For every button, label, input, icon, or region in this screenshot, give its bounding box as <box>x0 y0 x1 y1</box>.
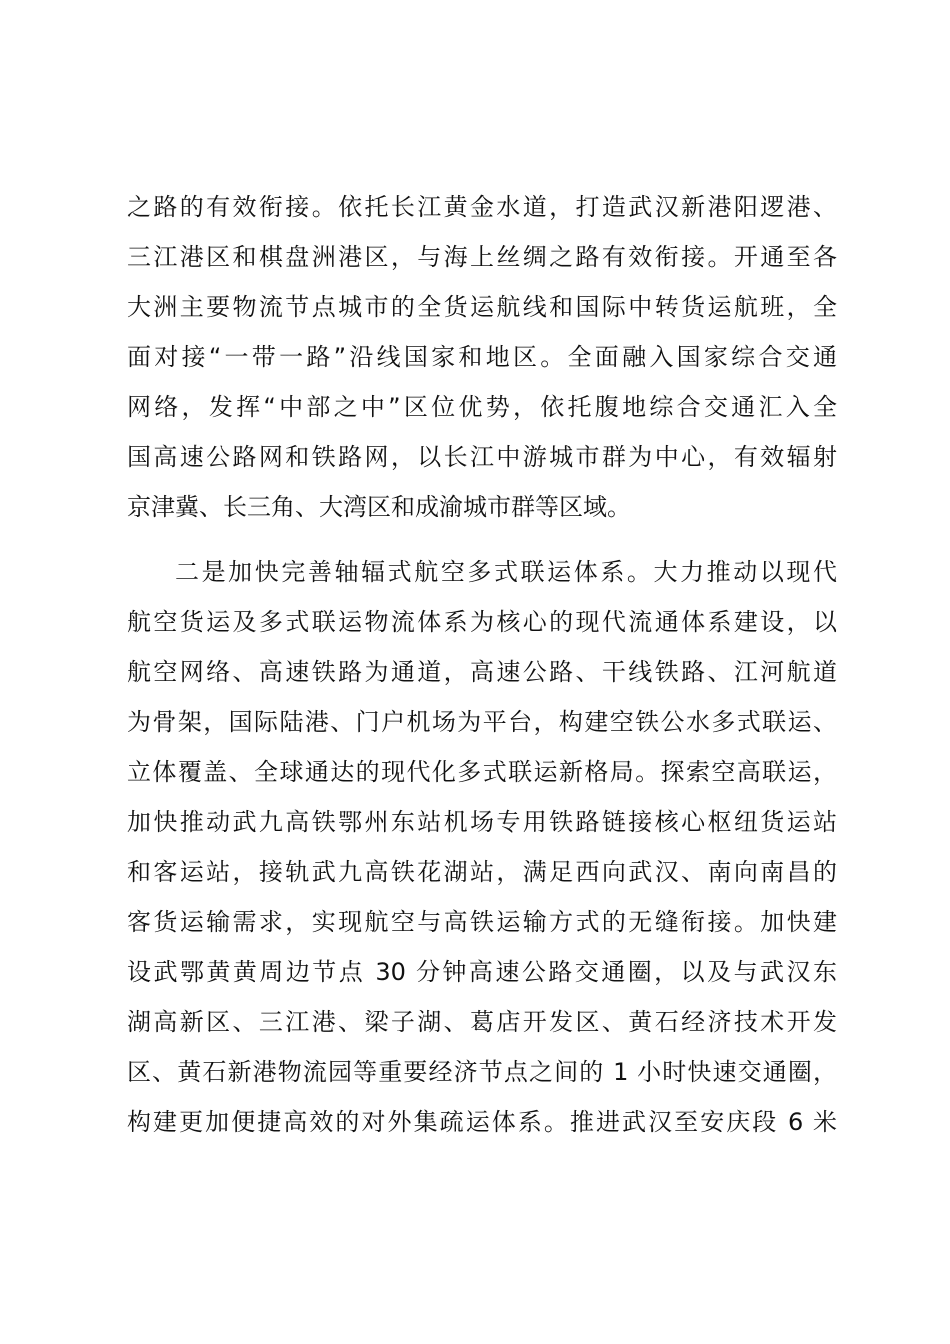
text-line: 航空网络、高速铁路为通道，高速公路、干线铁路、江河航道 <box>127 658 837 686</box>
text-line: 航空货运及多式联运物流体系为核心的现代流通体系建设，以 <box>127 608 837 636</box>
text-line: 网络，发挥“中部之中”区位优势，依托腹地综合交通汇入全 <box>127 393 837 421</box>
text-line: 二是加快完善轴辐式航空多式联运体系。大力推动以现代 <box>175 558 837 586</box>
text-line: 加快推动武九高铁鄂州东站机场专用铁路链接核心枢纽货运站 <box>127 808 837 836</box>
text-line: 湖高新区、三江港、梁子湖、葛店开发区、黄石经济技术开发 <box>127 1008 837 1036</box>
text-line: 和客运站，接轨武九高铁花湖站，满足西向武汉、南向南昌的 <box>127 858 837 886</box>
text-line: 之路的有效衔接。依托长江黄金水道，打造武汉新港阳逻港、 <box>127 193 837 221</box>
text-line: 大洲主要物流节点城市的全货运航线和国际中转货运航班，全 <box>127 293 837 321</box>
text-line: 构建更加便捷高效的对外集疏运体系。推进武汉至安庆段 6 米 <box>127 1108 837 1136</box>
text-line: 为骨架，国际陆港、门户机场为平台，构建空铁公水多式联运、 <box>127 708 837 736</box>
text-line: 面对接“一带一路”沿线国家和地区。全面融入国家综合交通 <box>127 343 837 371</box>
text-line: 三江港区和棋盘洲港区，与海上丝绸之路有效衔接。开通至各 <box>127 243 837 271</box>
text-line: 区、黄石新港物流园等重要经济节点之间的 1 小时快速交通圈， <box>127 1058 837 1086</box>
text-line: 国高速公路网和铁路网，以长江中游城市群为中心，有效辐射 <box>127 443 837 471</box>
text-line: 设武鄂黄黄周边节点 30 分钟高速公路交通圈，以及与武汉东 <box>127 958 837 986</box>
text-line: 京津冀、长三角、大湾区和成渝城市群等区域。 <box>127 493 631 521</box>
text-line: 立体覆盖、全球通达的现代化多式联运新格局。探索空高联运， <box>127 758 837 786</box>
text-line: 客货运输需求，实现航空与高铁运输方式的无缝衔接。加快建 <box>127 908 837 936</box>
